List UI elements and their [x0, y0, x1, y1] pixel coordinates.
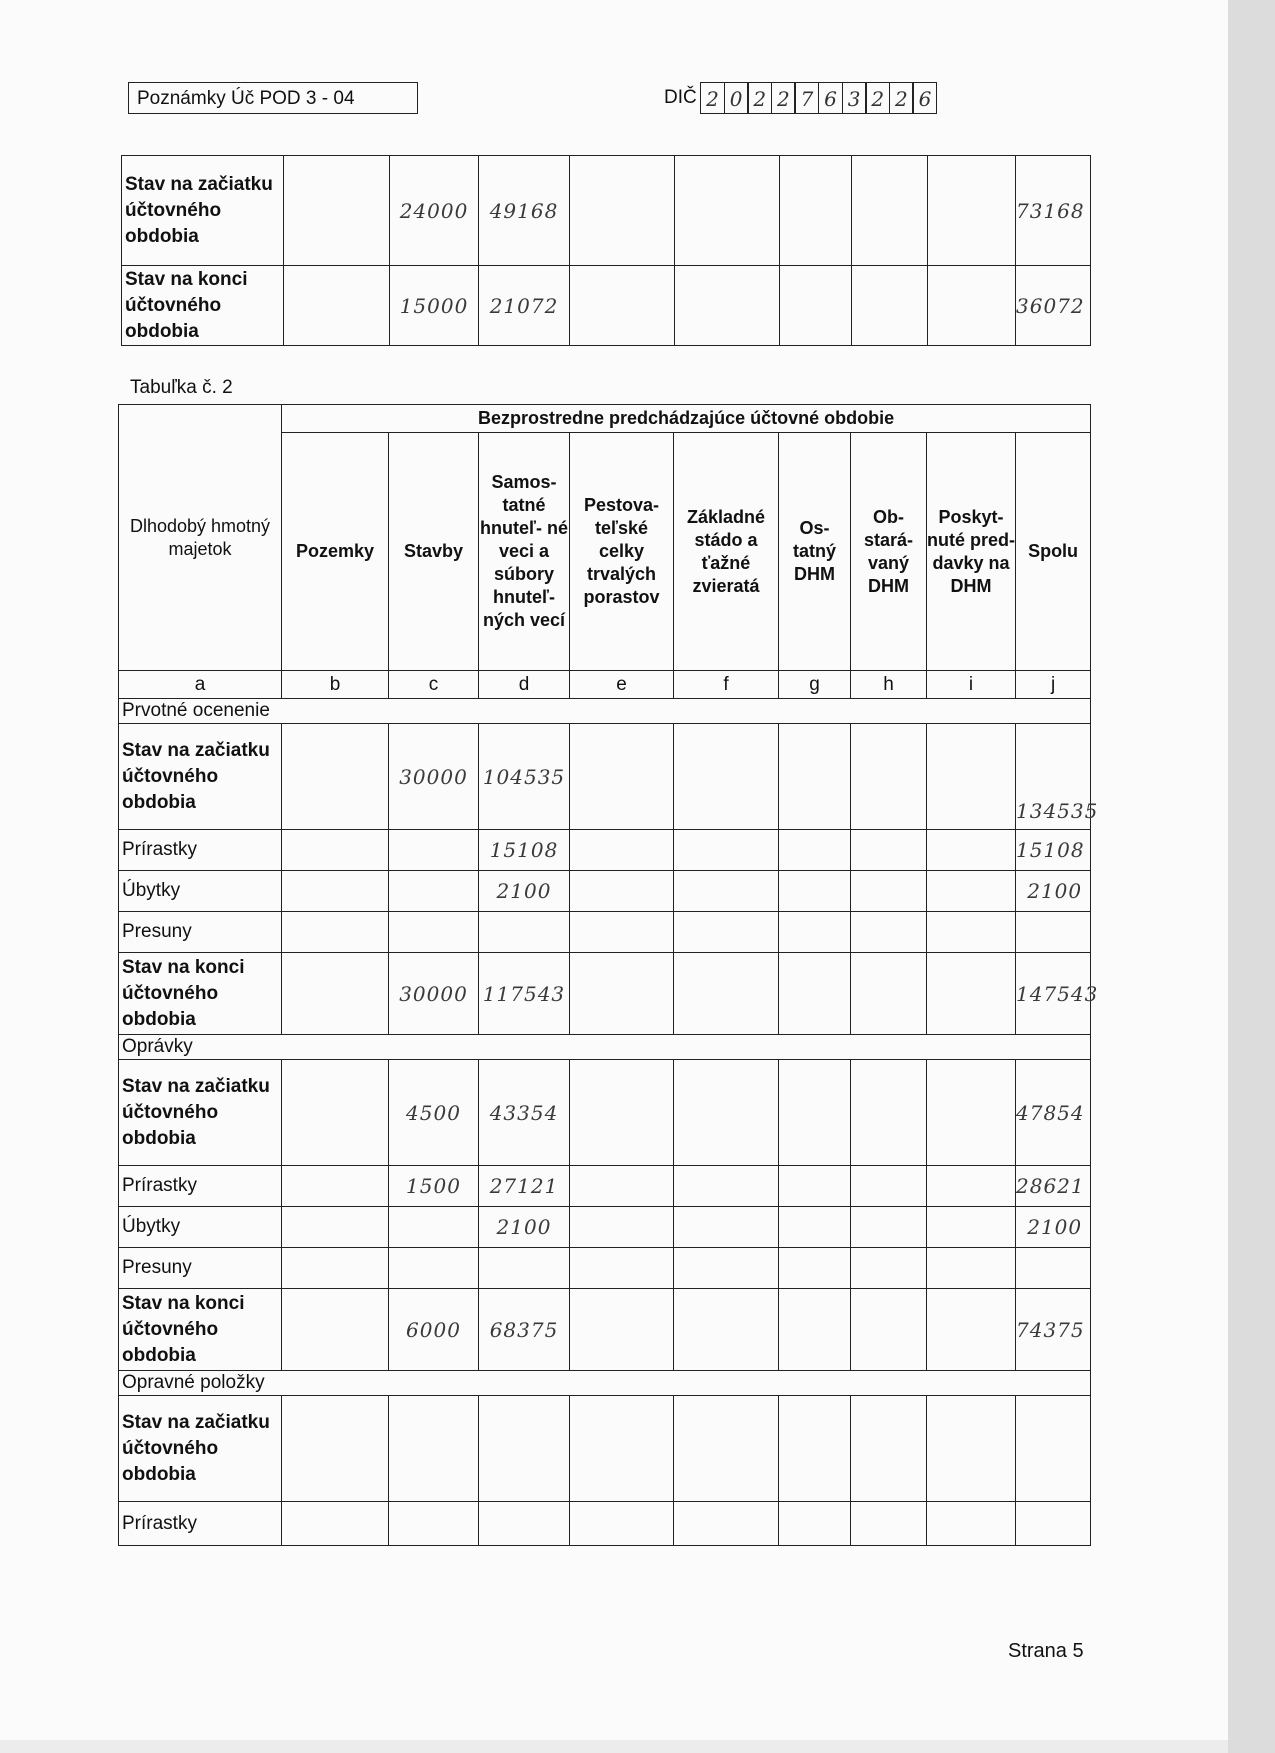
- table-row: [119, 724, 1091, 830]
- dic-label: DIČ: [664, 87, 697, 108]
- cell-value: 30000: [389, 724, 479, 830]
- row-label: Presuny: [119, 1248, 282, 1289]
- top-table: [121, 155, 1091, 346]
- row-label: Stav na konci účtovného obdobia: [119, 1289, 282, 1371]
- cell-value: [1016, 1396, 1091, 1502]
- cell-value: 74375: [1016, 1289, 1091, 1371]
- col-j-header: Spolu: [1016, 433, 1091, 671]
- cell-value: 6000: [389, 1289, 479, 1371]
- form-title: Poznámky Úč POD 3 - 04: [128, 82, 418, 114]
- cell-value: 15000: [390, 266, 479, 346]
- cell-value: [389, 912, 479, 953]
- cell-value: 15108: [1016, 830, 1091, 871]
- dic-digit: 2: [865, 82, 890, 114]
- row-label: Stav na začiatku účtovného obdobia: [122, 156, 284, 266]
- dic-digit: 2: [889, 82, 914, 114]
- cell-value: 15108: [479, 830, 570, 871]
- col-letter: e: [570, 671, 674, 699]
- row-label: Stav na začiatku účtovného obdobia: [119, 724, 282, 830]
- col-i-header: Poskyt- nuté pred- davky na DHM: [927, 433, 1016, 671]
- col-f-header: Základné stádo a ťažné zvieratá: [674, 433, 779, 671]
- cell-value: 104535: [479, 724, 570, 830]
- cell-value: 27121: [479, 1166, 570, 1207]
- asset-table: [118, 404, 1099, 1546]
- cell-value: [1016, 1248, 1091, 1289]
- cell-value: [389, 1207, 479, 1248]
- cell-value: 30000: [389, 953, 479, 1035]
- cell-value: [479, 912, 570, 953]
- cell-value: 2100: [1016, 1207, 1091, 1248]
- col-a-header: Dlhodobý hmotný majetok: [119, 405, 282, 671]
- column-letters-row: [119, 671, 1091, 699]
- cell-value: [479, 1248, 570, 1289]
- table-row: [119, 830, 1091, 871]
- cell-value: 24000: [390, 156, 479, 266]
- table-row: [119, 1166, 1091, 1207]
- col-letter: h: [851, 671, 927, 699]
- col-b-header: Pozemky: [282, 433, 389, 671]
- cell-value: [389, 871, 479, 912]
- table-row: [119, 1060, 1091, 1166]
- cell-value: [389, 1248, 479, 1289]
- table-row: [122, 266, 1091, 346]
- col-letter: g: [779, 671, 851, 699]
- section-title: Prvotné ocenenie: [119, 699, 1091, 724]
- cell-value: [1016, 1502, 1091, 1546]
- dic-number: [700, 82, 936, 114]
- col-letter: d: [479, 671, 570, 699]
- cell-value: 147543: [1016, 953, 1091, 1035]
- row-label: Stav na začiatku účtovného obdobia: [119, 1396, 282, 1502]
- cell-value: 134535: [1016, 724, 1091, 830]
- cell-value: [479, 1396, 570, 1502]
- cell-value: 68375: [479, 1289, 570, 1371]
- section-row: [119, 1371, 1091, 1396]
- cell-value: 21072: [479, 266, 570, 346]
- page-number: Strana 5: [1008, 1640, 1084, 1662]
- dic-digit: 6: [818, 82, 843, 114]
- table-row: [119, 1502, 1091, 1546]
- col-letter: i: [927, 671, 1016, 699]
- cell-value: [479, 1502, 570, 1546]
- cell-value: [1016, 912, 1091, 953]
- dic-digit: 0: [724, 82, 749, 114]
- table-row: [119, 1289, 1091, 1371]
- dic-digit: 2: [700, 82, 725, 114]
- col-c-header: Stavby: [389, 433, 479, 671]
- table-row: [119, 912, 1091, 953]
- cell-value: 47854: [1016, 1060, 1091, 1166]
- cell-value: 117543: [479, 953, 570, 1035]
- col-h-header: Ob- stará- vaný DHM: [851, 433, 927, 671]
- row-label: Úbytky: [119, 871, 282, 912]
- cell-value: 43354: [479, 1060, 570, 1166]
- cell-value: [389, 1502, 479, 1546]
- cell-value: 73168: [1016, 156, 1091, 266]
- section-row: [119, 699, 1091, 724]
- col-letter: a: [119, 671, 282, 699]
- cell-value: 4500: [389, 1060, 479, 1166]
- table-row: [119, 1248, 1091, 1289]
- section-title: Oprávky: [119, 1035, 1091, 1060]
- cell-value: 2100: [479, 871, 570, 912]
- col-letter: j: [1016, 671, 1091, 699]
- table-row: [119, 953, 1091, 1035]
- cell-value: 36072: [1016, 266, 1091, 346]
- section-row: [119, 1035, 1091, 1060]
- row-label: Úbytky: [119, 1207, 282, 1248]
- row-label: Prírastky: [119, 1166, 282, 1207]
- cell-value: 1500: [389, 1166, 479, 1207]
- period-header: Bezprostredne predchádzajúce účtovné obdobie: [282, 405, 1091, 433]
- row-label: Prírastky: [119, 1502, 282, 1546]
- cell-value: 28621: [1016, 1166, 1091, 1207]
- cell-value: [389, 830, 479, 871]
- col-letter: b: [282, 671, 389, 699]
- dic-digit: 2: [747, 82, 772, 114]
- row-label: Prírastky: [119, 830, 282, 871]
- table-row: [119, 871, 1091, 912]
- col-letter: f: [674, 671, 779, 699]
- col-letter: c: [389, 671, 479, 699]
- dic-digit: 2: [771, 82, 796, 114]
- table-caption: Tabuľka č. 2: [130, 377, 233, 398]
- row-label: Stav na konci účtovného obdobia: [122, 266, 284, 346]
- cell-value: [389, 1396, 479, 1502]
- dic-digit: 6: [912, 82, 937, 114]
- dic-digit: 3: [842, 82, 867, 114]
- cell-value: 49168: [479, 156, 570, 266]
- row-label: Stav na konci účtovného obdobia: [119, 953, 282, 1035]
- col-d-header: Samos- tatné hnuteľ- né veci a súbory hnuteľ- ných vecí: [479, 433, 570, 671]
- row-label: Stav na začiatku účtovného obdobia: [119, 1060, 282, 1166]
- cell-value: 2100: [1016, 871, 1091, 912]
- section-title: Opravné položky: [119, 1371, 1091, 1396]
- scan-edge: [1228, 0, 1275, 1753]
- dic-digit: 7: [794, 82, 819, 114]
- row-label: Presuny: [119, 912, 282, 953]
- table-row: [119, 1207, 1091, 1248]
- period-header-row: [119, 405, 1091, 433]
- col-e-header: Pestova- teľské celky trvalých porastov: [570, 433, 674, 671]
- col-g-header: Os- tatný DHM: [779, 433, 851, 671]
- table-row: [119, 1396, 1091, 1502]
- table-row: [122, 156, 1091, 266]
- cell-value: 2100: [479, 1207, 570, 1248]
